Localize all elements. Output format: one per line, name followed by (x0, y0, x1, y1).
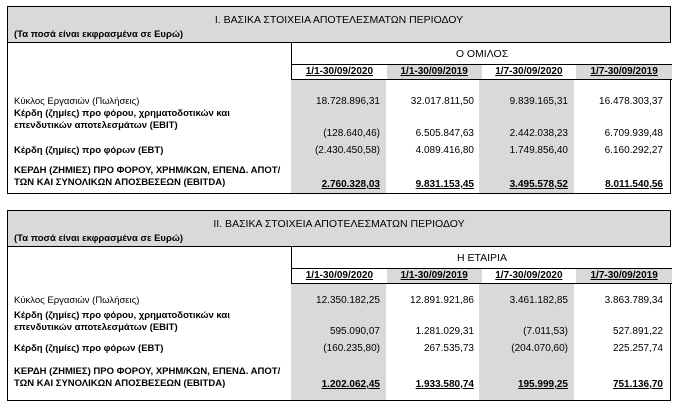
cell-value: 12.891.921,86 (410, 295, 474, 306)
cell-value: 3.461.182,85 (509, 295, 568, 306)
cell-value: 2.760.328,03 (321, 179, 380, 190)
cell-value: (128.640,46) (323, 128, 380, 139)
table-title: Ι. ΒΑΣΙΚΑ ΣΤΟΙΧΕΙΑ ΑΠΟΤΕΛΕΣΜΑΤΩΝ ΠΕΡΙΟΔΟΥ (214, 14, 464, 26)
period-header: 1/1-30/09/2019 (387, 269, 482, 283)
period-headers (291, 269, 672, 284)
currency-note: (Τα ποσά είναι εκφρασμένα σε Ευρώ) (14, 29, 184, 40)
cell-value: 751.136,70 (612, 379, 663, 390)
cell-value: 6.505.847,63 (415, 128, 474, 139)
cell-value: 18.728.896,31 (316, 96, 380, 107)
period-header: 1/7-30/09/2019 (576, 269, 672, 283)
table-title: ΙΙ. ΒΑΣΙΚΑ ΣΤΟΙΧΕΙΑ ΑΠΟΤΕΛΕΣΜΑΤΩΝ ΠΕΡΙΟΔΟΥ (213, 218, 465, 230)
cell-value: 267.535,73 (423, 343, 474, 354)
cell-value: 16.478.303,37 (599, 96, 663, 107)
cell-value: 1.281.029,31 (415, 326, 474, 337)
period-header: 1/1-30/09/2019 (387, 65, 482, 79)
cell-value: (7.011,53) (523, 326, 568, 337)
cell-value: 195.999,25 (517, 379, 568, 390)
period-header: 1/7-30/09/2020 (482, 65, 577, 79)
row-label: Κέρδη (ζημίες) προ φόρων (EBT) (14, 343, 164, 354)
cell-value: 1.202.062,45 (321, 379, 380, 390)
cell-value: 3.863.789,34 (604, 295, 663, 306)
cell-value: 4.089.416,80 (415, 145, 474, 156)
group-results-table (7, 6, 671, 194)
currency-note: (Τα ποσά είναι εκφρασμένα σε Ευρώ) (14, 233, 184, 244)
row-label: Κύκλος Εργασιών (Πωλήσεις) (14, 295, 140, 306)
cell-value: 9.839.165,31 (509, 96, 568, 107)
row-label: ΚΕΡΔΗ (ΖΗΜΙΕΣ) ΠΡΟ ΦΟΡΟΥ, ΧΡΗΜ/ΚΩΝ, ΕΠΕΝΔ. ΑΠΟΤ/ΤΩΝ ΚΑΙ ΣΥΝΟΛΙΚΩΝ ΑΠΟΣΒΕΣΕΩΝ (EBITDA) (14, 366, 281, 389)
cell-value: 8.011.540,56 (605, 179, 663, 190)
row-label: Κέρδη (ζημίες) προ φόρου, χρηματοδοτικών και επενδυτικών αποτελεσμάτων (EBIT) (14, 310, 230, 333)
cell-value: 527.891,22 (612, 326, 663, 337)
cell-value: 1.749.856,40 (509, 145, 568, 156)
company-results-table (7, 210, 671, 401)
period-header: 1/7-30/09/2019 (576, 65, 672, 79)
cell-value: 32.017.811,50 (410, 96, 474, 107)
row-label: Κέρδη (ζημίες) προ φόρων (EBT) (14, 145, 164, 156)
period-header: 1/7-30/09/2020 (482, 269, 577, 283)
period-header: 1/1-30/09/2020 (292, 269, 387, 283)
cell-value: (2.430.450,58) (314, 145, 380, 156)
row-label: Κύκλος Εργασιών (Πωλήσεις) (14, 96, 140, 107)
cell-value: 2.442.038,23 (509, 128, 568, 139)
cell-value: 6.709.939,48 (604, 128, 663, 139)
section-label: Η ΕΤΑΙΡΙΑ (291, 247, 672, 269)
row-label: Κέρδη (ζημίες) προ φόρου, χρηματοδοτικών και επενδυτικών αποτελεσμάτων (EBIT) (14, 108, 230, 131)
cell-value: (204.070,60) (511, 343, 568, 354)
cell-value: 12.350.182,25 (316, 295, 380, 306)
row-label: ΚΕΡΔΗ (ΖΗΜΙΕΣ) ΠΡΟ ΦΟΡΟΥ, ΧΡΗΜ/ΚΩΝ, ΕΠΕΝΔ. ΑΠΟΤ/ΤΩΝ ΚΑΙ ΣΥΝΟΛΙΚΩΝ ΑΠΟΣΒΕΣΕΩΝ (EBITDA) (14, 165, 281, 188)
table-header (8, 211, 670, 247)
cell-value: 595.090,07 (329, 326, 380, 337)
table-header (8, 7, 670, 43)
period-header: 1/1-30/09/2020 (292, 65, 387, 79)
cell-value: (160.235,80) (323, 343, 380, 354)
cell-value: 3.495.578,52 (509, 179, 568, 190)
cell-value: 1.933.580,74 (415, 379, 474, 390)
cell-value: 9.831.153,45 (415, 179, 474, 190)
cell-value: 6.160.292,27 (604, 145, 663, 156)
section-label: Ο ΟΜΙΛΟΣ (291, 43, 672, 65)
period-headers (291, 65, 672, 80)
cell-value: 225.257,74 (612, 343, 663, 354)
